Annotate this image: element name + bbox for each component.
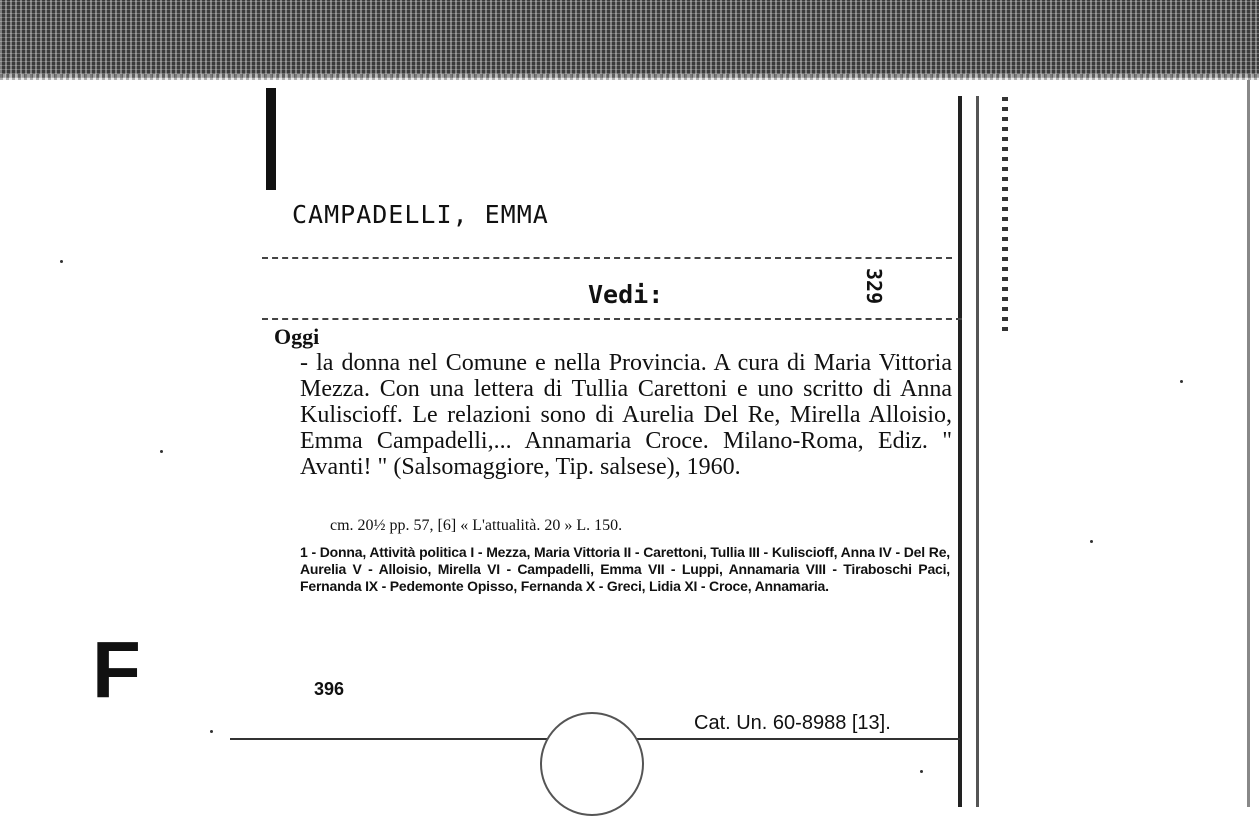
speck xyxy=(920,770,923,773)
page-number: 396 xyxy=(314,679,345,699)
speck xyxy=(210,730,213,733)
see-label: Vedi: xyxy=(588,280,664,309)
scan-top-band xyxy=(0,0,1259,78)
card-right-border xyxy=(958,96,962,807)
catalog-number: Cat. Un. 60-8988 [13]. xyxy=(694,712,891,734)
far-right-line xyxy=(1247,80,1250,807)
punch-hole xyxy=(540,712,644,816)
side-number: 329 xyxy=(862,268,886,305)
section-title: Oggi xyxy=(274,324,320,349)
speck xyxy=(160,450,163,453)
strip-tick-marks xyxy=(1002,96,1008,331)
subject-headings: 1 - Donna, Attività politica I - Mezza, Maria Vittoria II - Carettoni, Tullia III - Kuliscioff, Anna IV - Del Re, Aurelia V - Alloisio, Mirella VI - Campadelli, Emma VII - Luppi, Annamaria VIII - Tiraboschi Paci, Fernanda IX - Pedemonte Opisso, Fernanda X - Greci, Lidia XI - Croce, Annamaria. xyxy=(300,544,950,594)
card-left-mark xyxy=(266,88,276,190)
margin-letter-mark: F xyxy=(92,625,141,714)
heading-dashed-rule xyxy=(262,257,952,259)
strip-line xyxy=(976,96,979,807)
scan-top-edge xyxy=(0,74,1259,80)
see-dashed-rule xyxy=(262,318,962,320)
physical-description: cm. 20½ pp. 57, [6] « L'attualità. 20 » L. 150. xyxy=(330,517,623,534)
bibliographic-entry: - la donna nel Comune e nella Provincia. A cura di Maria Vittoria Mezza. Con una lettera di Tullia Carettoni e uno scritto di Anna Kuliscioff. Le relazioni sono di Aurelia Del Re, Mirella Alloisio, Emma Campadelli,... Annamaria Croce. Milano-Roma, Ediz. " Avanti! " (Salsomaggiore, Tip. salsese), 1960. xyxy=(300,350,952,480)
card-heading: CAMPADELLI, EMMA xyxy=(292,200,549,229)
speck xyxy=(1180,380,1183,383)
speck xyxy=(1090,540,1093,543)
speck xyxy=(60,260,63,263)
